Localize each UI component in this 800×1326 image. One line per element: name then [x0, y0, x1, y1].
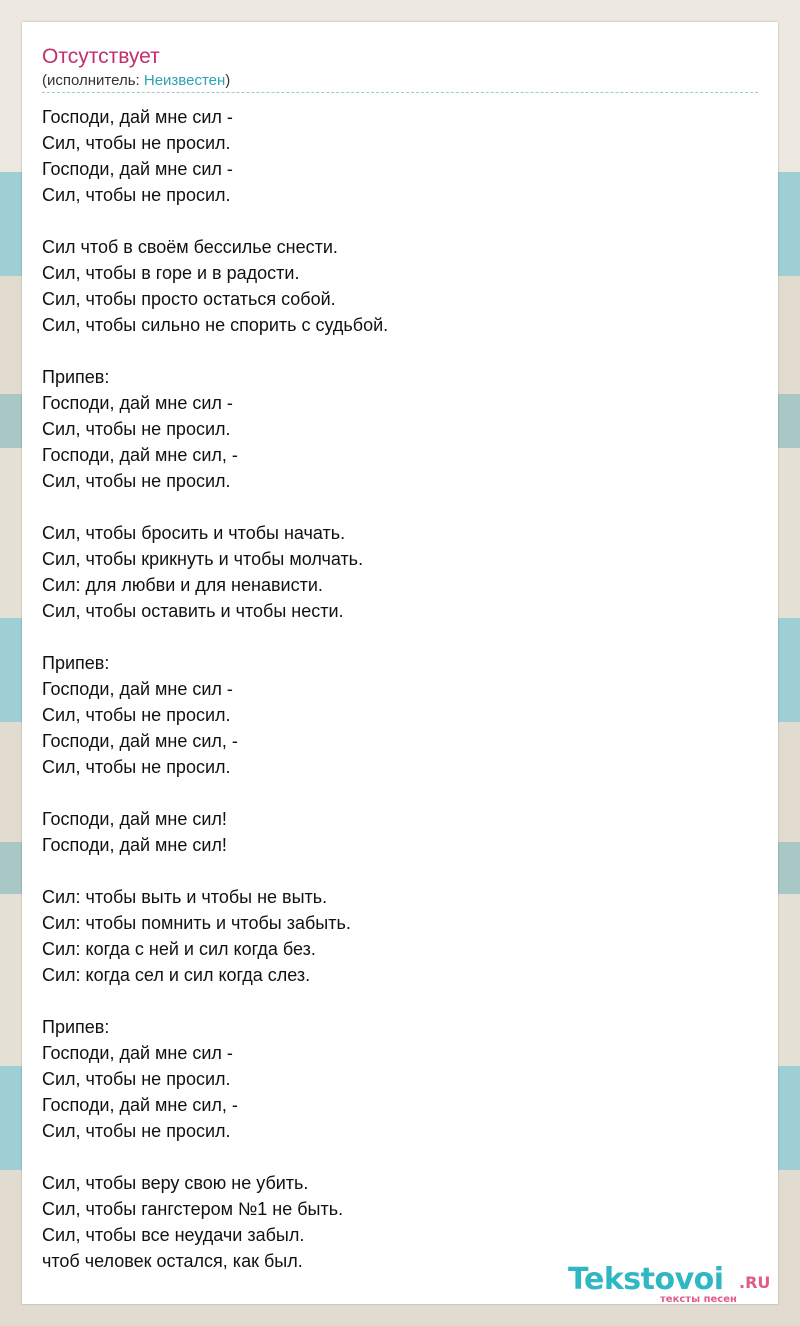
lyric-line: Сил, чтобы просто остаться собой. — [42, 289, 336, 309]
lyrics-card — [22, 22, 778, 1304]
lyric-line: Сил, чтобы не просил. — [42, 705, 231, 725]
artist-line — [42, 72, 230, 90]
stanza-gap — [42, 1144, 758, 1170]
lyric-line: Сил: чтобы выть и чтобы не выть. — [42, 887, 328, 907]
logo-wordmark: Tekstovoi — [568, 1262, 724, 1297]
stanza-gap — [42, 338, 758, 364]
lyric-line: Господи, дай мне сил - — [42, 107, 233, 127]
title-divider — [42, 92, 758, 93]
stanza-gap — [42, 208, 758, 234]
lyric-line: Господи, дай мне сил - — [42, 679, 233, 699]
lyric-line: Сил, чтобы не просил. — [42, 419, 231, 439]
lyric-line: Сил, чтобы не просил. — [42, 133, 231, 153]
lyric-line: Господи, дай мне сил! — [42, 809, 227, 829]
artist-link[interactable]: Неизвестен — [143, 72, 226, 89]
logo-tagline: тексты песен — [660, 1294, 737, 1305]
lyric-line: Сил, чтобы не просил. — [42, 471, 231, 491]
song-title: Отсутствует — [42, 45, 160, 68]
stanza-gap — [42, 858, 758, 884]
stanza-gap — [42, 780, 758, 806]
lyric-line: Сил, чтобы гангстером №1 не быть. — [42, 1199, 344, 1219]
stanza-gap — [42, 988, 758, 1014]
lyric-line: Сил, чтобы в горе и в радости. — [42, 263, 300, 283]
lyrics-text — [42, 104, 758, 1274]
lyric-line: Господи, дай мне сил, - — [42, 445, 238, 465]
lyric-line: Сил, чтобы не просил. — [42, 1121, 231, 1141]
stanza-gap — [42, 494, 758, 520]
lyric-line: Сил, чтобы бросить и чтобы начать. — [42, 523, 346, 543]
lyric-line: Сил чтоб в своём бессилье снести. — [42, 237, 338, 257]
lyric-line: Сил, чтобы сильно не спорить с судьбой. — [42, 315, 389, 335]
lyric-line: Сил: когда с ней и сил когда без. — [42, 939, 316, 959]
lyric-line: Припев: — [42, 653, 110, 673]
lyric-line: Припев: — [42, 367, 110, 387]
lyric-line: Сил, чтобы веру свою не убить. — [42, 1173, 309, 1193]
lyric-line: Сил, чтобы не просил. — [42, 1069, 231, 1089]
lyric-line: Сил: когда сел и сил когда слез. — [42, 965, 311, 985]
lyric-line: Сил, чтобы оставить и чтобы нести. — [42, 601, 344, 621]
lyric-line: Сил, чтобы не просил. — [42, 185, 231, 205]
lyric-line: Сил, чтобы все неудачи забыл. — [42, 1225, 305, 1245]
artist-prefix: (исполнитель: — [42, 72, 144, 89]
lyric-line: Господи, дай мне сил, - — [42, 1095, 238, 1115]
lyric-line: Господи, дай мне сил! — [42, 835, 227, 855]
lyric-line: Господи, дай мне сил, - — [42, 731, 238, 751]
lyric-line: Припев: — [42, 1017, 110, 1037]
lyric-line: Сил: для любви и для ненависти. — [42, 575, 323, 595]
lyric-line: Господи, дай мне сил - — [42, 393, 233, 413]
site-logo[interactable] — [568, 1262, 778, 1306]
lyric-line: чтоб человек остался, как был. — [42, 1251, 303, 1271]
stanza-gap — [42, 624, 758, 650]
logo-domain: .RU — [739, 1273, 771, 1292]
lyric-line: Сил, чтобы крикнуть и чтобы молчать. — [42, 549, 364, 569]
lyric-line: Господи, дай мне сил - — [42, 1043, 233, 1063]
lyric-line: Господи, дай мне сил - — [42, 159, 233, 179]
lyric-line: Сил: чтобы помнить и чтобы забыть. — [42, 913, 351, 933]
artist-suffix: ) — [225, 72, 231, 89]
lyric-line: Сил, чтобы не просил. — [42, 757, 231, 777]
